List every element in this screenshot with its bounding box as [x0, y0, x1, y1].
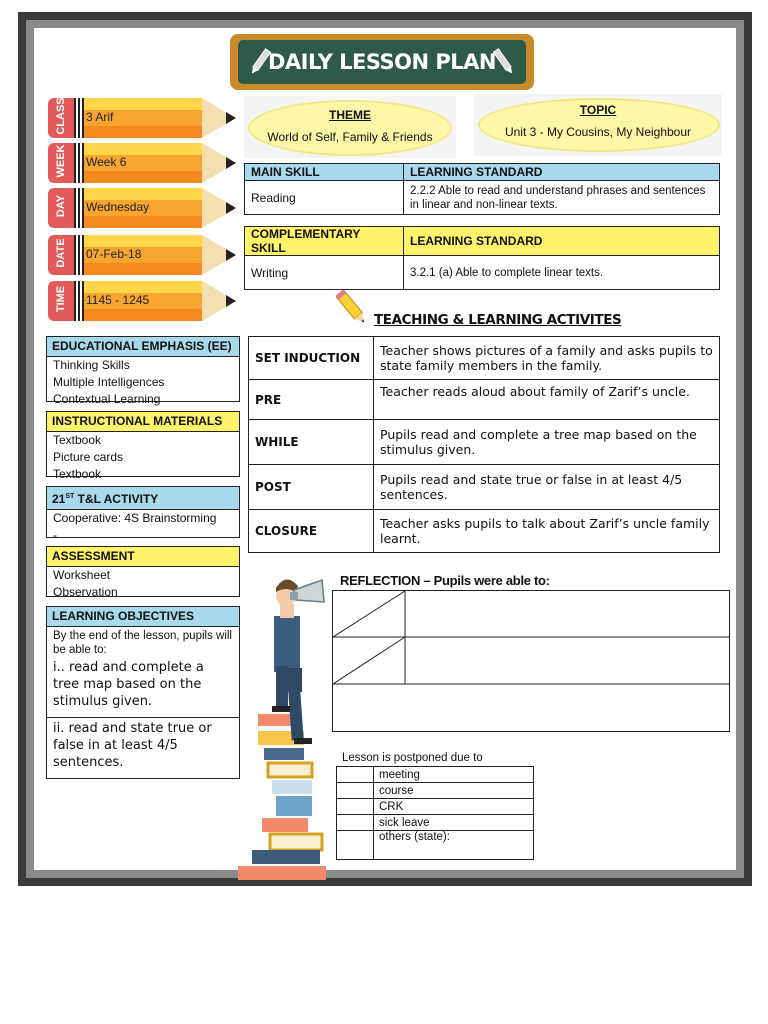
activity-stage: WHILE [249, 420, 374, 465]
tl-title: 21ST T&L ACTIVITY [47, 487, 239, 510]
main-skill-value: Reading [245, 181, 404, 215]
pencil-week [48, 143, 244, 183]
postponed-row [337, 783, 534, 799]
activity-text: Teacher reads aloud about family of Zarif’s uncle. [374, 380, 720, 420]
tl-activity-box [46, 486, 240, 542]
topic-box [474, 94, 722, 156]
comp-skill-table [244, 226, 720, 290]
reflection-grid [332, 590, 730, 732]
postponed-checkbox[interactable] [337, 767, 374, 783]
pencil-label: DAY [55, 194, 67, 218]
im-item: Textbook [53, 433, 102, 447]
ee-item: Contextual Learning [53, 392, 161, 406]
postponed-checkbox[interactable] [337, 815, 374, 831]
postponed-row [337, 799, 534, 815]
pencil-date [48, 235, 244, 275]
table-row [249, 380, 720, 420]
table-row [249, 337, 720, 380]
postponed-row [337, 831, 534, 860]
reflection-title: REFLECTION – Pupils were able to: [340, 573, 550, 588]
postponed-reason: sick leave [374, 815, 534, 831]
postponed-checkbox[interactable] [337, 783, 374, 799]
postponed-checkbox[interactable] [337, 831, 374, 860]
day-value: Wednesday [86, 200, 150, 214]
ee-item: Thinking Skills [53, 358, 130, 372]
pencil-class [48, 98, 244, 138]
assessment-box [46, 546, 240, 597]
pencil-time [48, 281, 244, 321]
postponed-reason: others (state): [374, 831, 534, 860]
comp-standard-value: 3.2.1 (a) Able to complete linear texts. [404, 256, 720, 290]
postponed-row [337, 767, 534, 783]
postponed-row [337, 815, 534, 831]
educational-emphasis-box [46, 336, 240, 406]
page-title: DAILY LESSON PLAN [268, 50, 496, 74]
pencil-label: CLASS [55, 97, 67, 135]
reflection-grid-lines [333, 591, 729, 731]
time-value: 1145 - 1245 [86, 293, 150, 307]
postponed-reason: meeting [374, 767, 534, 783]
table-row [249, 420, 720, 465]
table-row [249, 510, 720, 553]
activity-text: Pupils read and complete a tree map based on the stimulus given. [374, 420, 720, 465]
date-value: 07-Feb-18 [86, 247, 142, 261]
pencil-day [48, 188, 244, 228]
activities-table [248, 336, 720, 553]
comp-standard-header: LEARNING STANDARD [404, 227, 720, 256]
theme-label: THEME [329, 108, 371, 122]
topic-value: Unit 3 - My Cousins, My Neighbour [504, 125, 692, 139]
ee-item: Multiple Intelligences [53, 375, 165, 389]
comp-skill-value: Writing [245, 256, 404, 290]
pencil-icon [334, 286, 370, 330]
activity-text: Teacher asks pupils to talk about Zarif’s uncle family learnt. [374, 510, 720, 553]
ee-title: EDUCATIONAL EMPHASIS (EE) [47, 337, 239, 357]
im-title: INSTRUCTIONAL MATERIALS [47, 412, 239, 432]
activity-stage: SET INDUCTION [249, 337, 374, 380]
activities-title: TEACHING & LEARNING ACTIVITES [374, 312, 622, 328]
lo-objective-1: i.. read and complete a tree map based on the stimulus given. [53, 660, 204, 709]
table-row [249, 465, 720, 510]
pencil-label: DATE [55, 238, 67, 268]
postponed-reason: CRK [374, 799, 534, 815]
instructional-materials-box [46, 411, 240, 481]
main-standard-value: 2.2.2 Able to read and understand phrases and sentences in linear and non-linear texts. [404, 181, 720, 215]
main-skill-header: MAIN SKILL [245, 164, 404, 181]
learning-objectives-box [46, 606, 240, 779]
class-value: 3 Arif [86, 110, 114, 124]
lo-objective-2: ii. read and state true or false in at least 4/5 sentences. [53, 721, 212, 770]
man-on-books-illustration [236, 556, 336, 880]
lo-title: LEARNING OBJECTIVES [47, 607, 239, 627]
main-skill-table [244, 163, 720, 215]
pencil-label: WEEK [55, 144, 67, 178]
lo-intro: By the end of the lesson, pupils will be able to: [53, 630, 232, 656]
topic-label: TOPIC [579, 103, 617, 117]
theme-box [244, 96, 456, 158]
im-item: Textbook [53, 467, 102, 481]
activity-stage: CLOSURE [249, 510, 374, 553]
theme-value: World of Self, Family & Friends [267, 130, 433, 144]
postponed-title: Lesson is postponed due to [342, 752, 483, 764]
tl-item: Cooperative: 4S Brainstorming [53, 511, 217, 525]
pencil-label: TIME [55, 285, 67, 313]
activity-stage: POST [249, 465, 374, 510]
postponed-checkbox[interactable] [337, 799, 374, 815]
assessment-title: ASSESSMENT [47, 547, 239, 567]
activity-stage: PRE [249, 380, 374, 420]
postponed-table [336, 766, 534, 860]
activity-text: Teacher shows pictures of a family and asks pupils to state family members in the family. [374, 337, 720, 380]
week-value: Week 6 [86, 155, 127, 169]
assessment-item: Observation [53, 585, 118, 599]
comp-skill-header: COMPLEMENTARY SKILL [245, 227, 404, 256]
activity-text: Pupils read and state true or false in at least 4/5 sentences. [374, 465, 720, 510]
postponed-reason: course [374, 783, 534, 799]
learning-standard-header: LEARNING STANDARD [404, 164, 720, 181]
assessment-item: Worksheet [53, 568, 111, 582]
im-item: Picture cards [53, 450, 124, 464]
tl-item: - [53, 528, 57, 542]
